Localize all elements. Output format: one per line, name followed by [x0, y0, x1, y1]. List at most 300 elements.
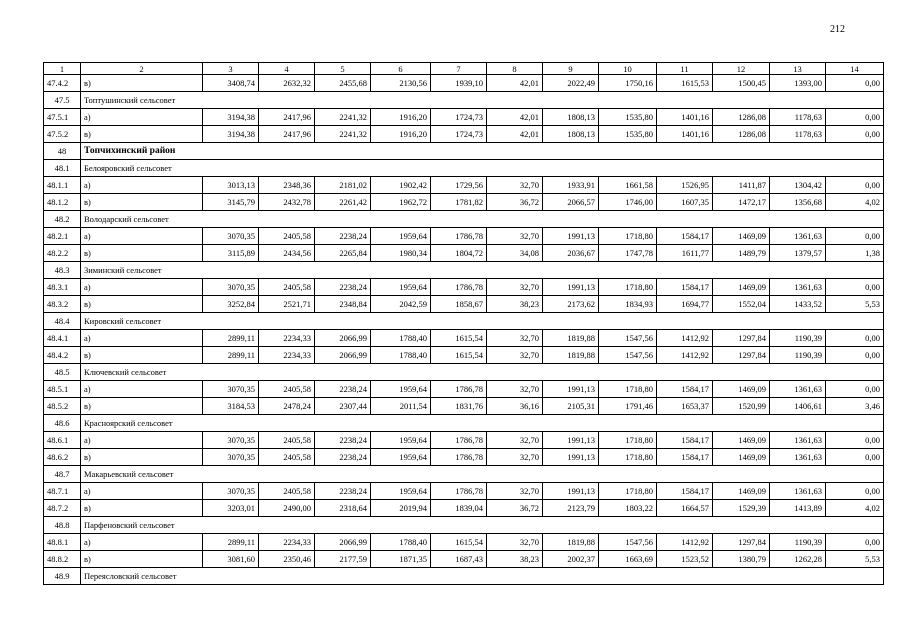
table-row	[44, 347, 884, 364]
value-cell: 0,00	[826, 126, 884, 143]
column-number: 13	[770, 63, 826, 75]
value-cell: 1991,13	[543, 381, 599, 398]
value-cell: 2405,58	[259, 381, 315, 398]
row-code: 48.2.1	[44, 228, 81, 245]
table-row	[44, 551, 884, 568]
value-cell: 1401,16	[657, 126, 713, 143]
value-cell: 32,70	[487, 449, 543, 466]
value-cell: 1286,08	[713, 126, 770, 143]
value-cell: 2238,24	[315, 483, 371, 500]
value-cell: 2173,62	[543, 296, 599, 313]
value-cell: 2405,58	[259, 483, 315, 500]
value-cell: 1916,20	[371, 109, 431, 126]
section-title: Белояровский сельсовет	[81, 160, 884, 177]
row-label: а)	[81, 109, 203, 126]
value-cell: 1412,92	[657, 534, 713, 551]
column-number: 6	[371, 63, 431, 75]
value-cell: 1361,63	[770, 449, 826, 466]
value-cell: 2130,56	[371, 75, 431, 92]
value-cell: 1584,17	[657, 381, 713, 398]
value-cell: 2348,84	[315, 296, 371, 313]
section-code: 48.1	[44, 160, 81, 177]
value-cell: 32,70	[487, 381, 543, 398]
section-code: 48.3	[44, 262, 81, 279]
value-cell: 1535,80	[599, 109, 657, 126]
section-title: Переясловский сельсовет	[81, 568, 884, 585]
value-cell: 1584,17	[657, 483, 713, 500]
value-cell: 2307,44	[315, 398, 371, 415]
value-cell: 2521,71	[259, 296, 315, 313]
value-cell: 1831,76	[431, 398, 487, 415]
value-cell: 3184,53	[203, 398, 259, 415]
value-cell: 32,70	[487, 534, 543, 551]
value-cell: 32,70	[487, 483, 543, 500]
value-cell: 1839,04	[431, 500, 487, 517]
value-cell: 1469,09	[713, 432, 770, 449]
value-cell: 3013,13	[203, 177, 259, 194]
value-cell: 1412,92	[657, 347, 713, 364]
value-cell: 42,01	[487, 75, 543, 92]
value-cell: 3115,89	[203, 245, 259, 262]
row-code: 48.3.2	[44, 296, 81, 313]
value-cell: 5,53	[826, 296, 884, 313]
row-label: а)	[81, 381, 203, 398]
value-cell: 0,00	[826, 483, 884, 500]
value-cell: 1584,17	[657, 228, 713, 245]
value-cell: 1520,99	[713, 398, 770, 415]
value-cell: 1916,20	[371, 126, 431, 143]
value-cell: 34,08	[487, 245, 543, 262]
section-title: Топтушинский сельсовет	[81, 92, 884, 109]
value-cell: 1902,42	[371, 177, 431, 194]
value-cell: 1356,68	[770, 194, 826, 211]
value-cell: 1959,64	[371, 449, 431, 466]
row-code: 48.4.1	[44, 330, 81, 347]
column-number: 8	[487, 63, 543, 75]
value-cell: 2478,24	[259, 398, 315, 415]
section-code: 48.9	[44, 568, 81, 585]
value-cell: 1190,39	[770, 534, 826, 551]
section-code: 48.5	[44, 364, 81, 381]
value-cell: 1584,17	[657, 449, 713, 466]
row-label: в)	[81, 75, 203, 92]
value-cell: 0,00	[826, 228, 884, 245]
section-row	[44, 211, 884, 228]
section-title: Володарский сельсовет	[81, 211, 884, 228]
row-code: 48.3.1	[44, 279, 81, 296]
row-code: 48.1.1	[44, 177, 81, 194]
row-label: в)	[81, 449, 203, 466]
value-cell: 1190,39	[770, 330, 826, 347]
row-code: 48.8.2	[44, 551, 81, 568]
value-cell: 3070,35	[203, 381, 259, 398]
value-cell: 1469,09	[713, 381, 770, 398]
value-cell: 1379,57	[770, 245, 826, 262]
value-cell: 1361,63	[770, 279, 826, 296]
value-cell: 2177,59	[315, 551, 371, 568]
value-cell: 4,02	[826, 500, 884, 517]
value-cell: 2405,58	[259, 432, 315, 449]
section-code: 48.4	[44, 313, 81, 330]
row-label: в)	[81, 126, 203, 143]
row-code: 48.4.2	[44, 347, 81, 364]
value-cell: 1781,82	[431, 194, 487, 211]
page-number: 212	[830, 24, 845, 35]
section-row	[44, 143, 884, 160]
value-cell: 2899,11	[203, 347, 259, 364]
value-cell: 0,00	[826, 330, 884, 347]
row-code: 48.7.2	[44, 500, 81, 517]
value-cell: 2019,94	[371, 500, 431, 517]
value-cell: 2042,59	[371, 296, 431, 313]
value-cell: 0,00	[826, 177, 884, 194]
value-cell: 2432,78	[259, 194, 315, 211]
value-cell: 1808,13	[543, 126, 599, 143]
value-cell: 36,72	[487, 194, 543, 211]
value-cell: 1803,22	[599, 500, 657, 517]
section-title: Топчихинский район	[81, 143, 884, 160]
value-cell: 1939,10	[431, 75, 487, 92]
column-number: 5	[315, 63, 371, 75]
value-cell: 2234,33	[259, 347, 315, 364]
value-cell: 1959,64	[371, 279, 431, 296]
section-title: Парфеновский сельсовет	[81, 517, 884, 534]
value-cell: 42,01	[487, 126, 543, 143]
value-cell: 1786,78	[431, 381, 487, 398]
value-cell: 1980,34	[371, 245, 431, 262]
section-code: 48.6	[44, 415, 81, 432]
value-cell: 3145,79	[203, 194, 259, 211]
value-cell: 1718,80	[599, 483, 657, 500]
value-cell: 1991,13	[543, 228, 599, 245]
value-cell: 2350,46	[259, 551, 315, 568]
value-cell: 2417,96	[259, 126, 315, 143]
section-code: 48.2	[44, 211, 81, 228]
value-cell: 1286,08	[713, 109, 770, 126]
value-cell: 1304,42	[770, 177, 826, 194]
row-label: в)	[81, 551, 203, 568]
value-cell: 1361,63	[770, 432, 826, 449]
column-number: 9	[543, 63, 599, 75]
value-cell: 1694,77	[657, 296, 713, 313]
value-cell: 36,72	[487, 500, 543, 517]
value-cell: 1469,09	[713, 228, 770, 245]
table-row	[44, 109, 884, 126]
value-cell: 2241,32	[315, 126, 371, 143]
section-code: 48.7	[44, 466, 81, 483]
column-number: 7	[431, 63, 487, 75]
section-row	[44, 262, 884, 279]
value-cell: 0,00	[826, 449, 884, 466]
value-cell: 4,02	[826, 194, 884, 211]
value-cell: 1819,88	[543, 534, 599, 551]
row-code: 47.5.2	[44, 126, 81, 143]
value-cell: 2632,32	[259, 75, 315, 92]
row-label: а)	[81, 177, 203, 194]
value-cell: 1401,16	[657, 109, 713, 126]
row-label: в)	[81, 194, 203, 211]
table-row	[44, 500, 884, 517]
value-cell: 1729,56	[431, 177, 487, 194]
section-title: Красноярский сельсовет	[81, 415, 884, 432]
value-cell: 1411,87	[713, 177, 770, 194]
value-cell: 1615,54	[431, 330, 487, 347]
table-row	[44, 381, 884, 398]
section-code: 47.5	[44, 92, 81, 109]
value-cell: 1361,63	[770, 228, 826, 245]
value-cell: 1808,13	[543, 109, 599, 126]
value-cell: 1523,52	[657, 551, 713, 568]
value-cell: 1661,58	[599, 177, 657, 194]
value-cell: 3070,35	[203, 432, 259, 449]
table-row	[44, 296, 884, 313]
value-cell: 32,70	[487, 330, 543, 347]
value-cell: 2417,96	[259, 109, 315, 126]
row-label: в)	[81, 347, 203, 364]
section-row	[44, 415, 884, 432]
section-row	[44, 568, 884, 585]
value-cell: 1804,72	[431, 245, 487, 262]
section-title: Макарьевский сельсовет	[81, 466, 884, 483]
value-cell: 1178,63	[770, 126, 826, 143]
value-cell: 2261,42	[315, 194, 371, 211]
value-cell: 1724,73	[431, 126, 487, 143]
section-row	[44, 466, 884, 483]
value-cell: 1552,04	[713, 296, 770, 313]
value-cell: 1472,17	[713, 194, 770, 211]
table-row	[44, 194, 884, 211]
value-cell: 2066,99	[315, 347, 371, 364]
column-number: 2	[81, 63, 203, 75]
value-cell: 1991,13	[543, 449, 599, 466]
value-cell: 1413,89	[770, 500, 826, 517]
row-label: а)	[81, 534, 203, 551]
value-cell: 1786,78	[431, 228, 487, 245]
column-number: 11	[657, 63, 713, 75]
value-cell: 2066,99	[315, 330, 371, 347]
value-cell: 1433,52	[770, 296, 826, 313]
value-cell: 1297,84	[713, 347, 770, 364]
value-cell: 1584,17	[657, 279, 713, 296]
section-title: Ключевский сельсовет	[81, 364, 884, 381]
value-cell: 1718,80	[599, 449, 657, 466]
value-cell: 0,00	[826, 381, 884, 398]
value-cell: 1526,95	[657, 177, 713, 194]
row-code: 48.6.1	[44, 432, 81, 449]
section-title: Кировский сельсовет	[81, 313, 884, 330]
value-cell: 32,70	[487, 177, 543, 194]
row-label: в)	[81, 398, 203, 415]
column-number: 14	[826, 63, 884, 75]
value-cell: 1547,56	[599, 330, 657, 347]
value-cell: 1361,63	[770, 483, 826, 500]
value-cell: 1406,61	[770, 398, 826, 415]
value-cell: 1718,80	[599, 279, 657, 296]
value-cell: 1750,16	[599, 75, 657, 92]
row-code: 48.5.2	[44, 398, 81, 415]
value-cell: 1262,28	[770, 551, 826, 568]
value-cell: 2238,24	[315, 279, 371, 296]
value-cell: 1393,00	[770, 75, 826, 92]
row-label: в)	[81, 245, 203, 262]
row-code: 48.5.1	[44, 381, 81, 398]
value-cell: 1819,88	[543, 347, 599, 364]
value-cell: 1297,84	[713, 534, 770, 551]
value-cell: 1718,80	[599, 432, 657, 449]
value-cell: 1412,92	[657, 330, 713, 347]
value-cell: 1687,43	[431, 551, 487, 568]
value-cell: 3194,38	[203, 109, 259, 126]
column-number: 12	[713, 63, 770, 75]
row-code: 48.2.2	[44, 245, 81, 262]
value-cell: 2348,36	[259, 177, 315, 194]
table-row	[44, 228, 884, 245]
value-cell: 38,23	[487, 296, 543, 313]
section-row	[44, 364, 884, 381]
value-cell: 1547,56	[599, 534, 657, 551]
value-cell: 1788,40	[371, 534, 431, 551]
value-cell: 1190,39	[770, 347, 826, 364]
value-cell: 2490,00	[259, 500, 315, 517]
value-cell: 3070,35	[203, 228, 259, 245]
value-cell: 2234,33	[259, 534, 315, 551]
value-cell: 1718,80	[599, 381, 657, 398]
value-cell: 2105,31	[543, 398, 599, 415]
value-cell: 1664,57	[657, 500, 713, 517]
column-number: 10	[599, 63, 657, 75]
value-cell: 1959,64	[371, 432, 431, 449]
column-number: 4	[259, 63, 315, 75]
row-code: 47.5.1	[44, 109, 81, 126]
value-cell: 0,00	[826, 534, 884, 551]
value-cell: 1786,78	[431, 449, 487, 466]
value-cell: 36,16	[487, 398, 543, 415]
value-cell: 1469,09	[713, 449, 770, 466]
value-cell: 32,70	[487, 432, 543, 449]
value-cell: 3070,35	[203, 483, 259, 500]
value-cell: 1615,54	[431, 534, 487, 551]
value-cell: 1724,73	[431, 109, 487, 126]
row-code: 48.6.2	[44, 449, 81, 466]
section-code: 48	[44, 143, 81, 160]
value-cell: 2238,24	[315, 228, 371, 245]
value-cell: 1991,13	[543, 432, 599, 449]
value-cell: 2405,58	[259, 228, 315, 245]
value-cell: 3081,60	[203, 551, 259, 568]
value-cell: 32,70	[487, 228, 543, 245]
value-cell: 1469,09	[713, 483, 770, 500]
value-cell: 1991,13	[543, 483, 599, 500]
value-cell: 1584,17	[657, 432, 713, 449]
table-row	[44, 534, 884, 551]
value-cell: 2241,32	[315, 109, 371, 126]
table-row	[44, 177, 884, 194]
value-cell: 1615,53	[657, 75, 713, 92]
value-cell: 2455,68	[315, 75, 371, 92]
value-cell: 1489,79	[713, 245, 770, 262]
value-cell: 1178,63	[770, 109, 826, 126]
value-cell: 1297,84	[713, 330, 770, 347]
section-code: 48.8	[44, 517, 81, 534]
value-cell: 2238,24	[315, 381, 371, 398]
column-number: 3	[203, 63, 259, 75]
value-cell: 1834,93	[599, 296, 657, 313]
value-cell: 1959,64	[371, 228, 431, 245]
value-cell: 3203,01	[203, 500, 259, 517]
value-cell: 2405,58	[259, 279, 315, 296]
value-cell: 0,00	[826, 109, 884, 126]
value-cell: 1788,40	[371, 347, 431, 364]
value-cell: 42,01	[487, 109, 543, 126]
value-cell: 1786,78	[431, 483, 487, 500]
value-cell: 5,53	[826, 551, 884, 568]
row-label: а)	[81, 432, 203, 449]
value-cell: 1469,09	[713, 279, 770, 296]
section-row	[44, 92, 884, 109]
table-row	[44, 126, 884, 143]
section-row	[44, 160, 884, 177]
value-cell: 2318,64	[315, 500, 371, 517]
row-code: 47.4.2	[44, 75, 81, 92]
value-cell: 2066,99	[315, 534, 371, 551]
value-cell: 1858,67	[431, 296, 487, 313]
value-cell: 2181,02	[315, 177, 371, 194]
value-cell: 2434,56	[259, 245, 315, 262]
value-cell: 1791,46	[599, 398, 657, 415]
value-cell: 1819,88	[543, 330, 599, 347]
column-number: 1	[44, 63, 81, 75]
row-code: 48.7.1	[44, 483, 81, 500]
value-cell: 2036,67	[543, 245, 599, 262]
table-row	[44, 483, 884, 500]
row-code: 48.1.2	[44, 194, 81, 211]
table-row	[44, 432, 884, 449]
table-row	[44, 279, 884, 296]
value-cell: 1547,56	[599, 347, 657, 364]
row-label: в)	[81, 500, 203, 517]
row-label: а)	[81, 483, 203, 500]
value-cell: 3194,38	[203, 126, 259, 143]
value-cell: 1788,40	[371, 330, 431, 347]
value-cell: 0,00	[826, 432, 884, 449]
value-cell: 1959,64	[371, 483, 431, 500]
row-code: 48.8.1	[44, 534, 81, 551]
value-cell: 1361,63	[770, 381, 826, 398]
column-number-row	[44, 63, 884, 75]
value-cell: 1746,00	[599, 194, 657, 211]
value-cell: 2265,84	[315, 245, 371, 262]
value-cell: 2234,33	[259, 330, 315, 347]
value-cell: 1747,78	[599, 245, 657, 262]
value-cell: 3,46	[826, 398, 884, 415]
value-cell: 1500,45	[713, 75, 770, 92]
value-cell: 1611,77	[657, 245, 713, 262]
value-cell: 1529,39	[713, 500, 770, 517]
value-cell: 3070,35	[203, 279, 259, 296]
row-label: а)	[81, 279, 203, 296]
value-cell: 2899,11	[203, 534, 259, 551]
row-label: в)	[81, 296, 203, 313]
value-cell: 1959,64	[371, 381, 431, 398]
value-cell: 38,23	[487, 551, 543, 568]
value-cell: 3070,35	[203, 449, 259, 466]
value-cell: 2002,37	[543, 551, 599, 568]
value-cell: 1786,78	[431, 279, 487, 296]
value-cell: 1718,80	[599, 228, 657, 245]
value-cell: 1962,72	[371, 194, 431, 211]
row-label: а)	[81, 228, 203, 245]
value-cell: 2238,24	[315, 449, 371, 466]
